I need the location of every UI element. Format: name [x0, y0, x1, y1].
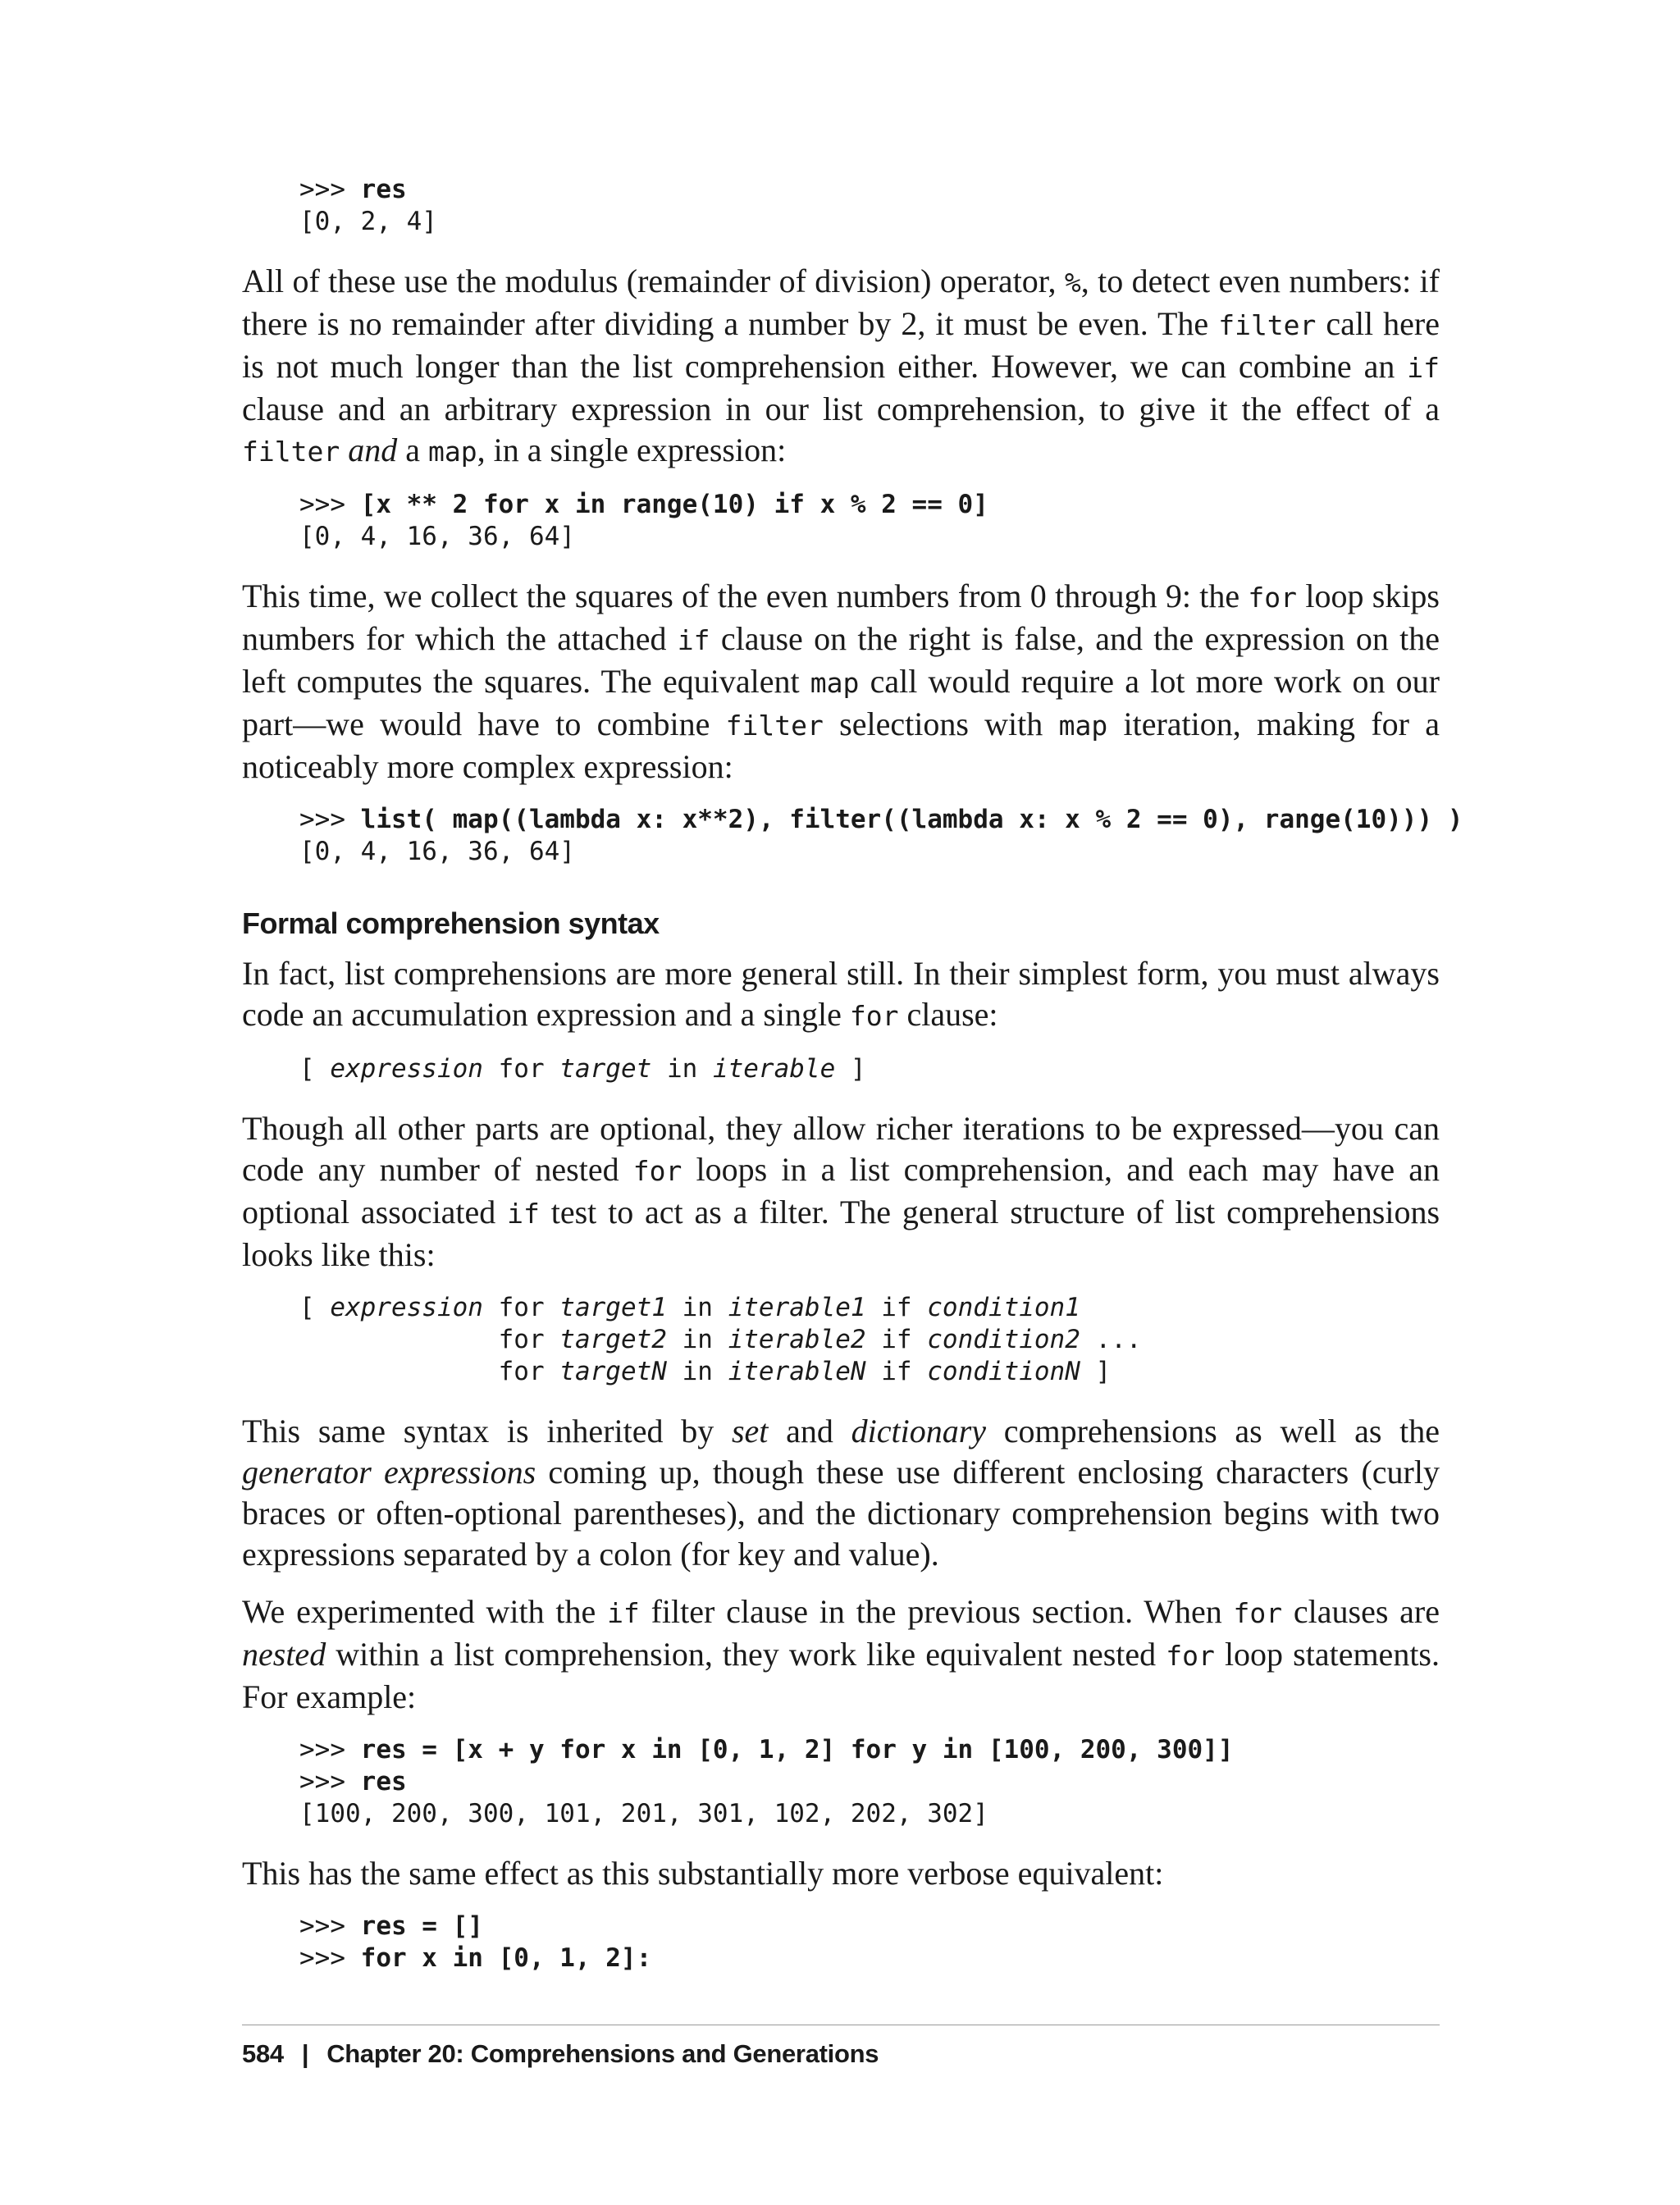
inline-code: for: [1166, 1640, 1215, 1672]
paragraph-nested-for: We experimented with the if filter clause in the previous section. When for clauses are nested within a list comprehension, they work like equivalent nested for loop statements. For example:: [242, 1593, 1440, 1715]
paragraph-verbose-equivalent: This has the same effect as this substantially more verbose equivalent:: [242, 1855, 1164, 1892]
code-prompt: >>>: [299, 1735, 361, 1764]
inline-code: filter: [242, 436, 340, 468]
code-input: for x in [0, 1, 2]:: [360, 1943, 652, 1973]
code-prompt: >>>: [299, 805, 361, 834]
code-input: res = []: [360, 1911, 483, 1941]
inline-code: %: [1064, 267, 1081, 299]
paragraph-set-dict-generator: This same syntax is inherited by set and dictionary comprehensions as well as the generator expressions coming up, though these use different enclosing characters (curly braces or often-optional parentheses), and the dictionary comprehension begins with two expressions separated by a colon (for key and value).: [242, 1413, 1440, 1573]
syntax-block-simple: [ expression for target in iterable ]: [299, 1054, 866, 1084]
code-output: [0, 2, 4]: [299, 207, 437, 236]
inline-code: for: [1248, 582, 1298, 614]
inline-code: for: [1233, 1597, 1283, 1629]
placeholder: target2: [559, 1325, 667, 1354]
code-block-res-output: [299, 174, 1440, 238]
placeholder: targetN: [559, 1357, 667, 1386]
emphasis: nested: [242, 1636, 326, 1673]
code-block-verbose: [299, 1911, 1440, 1974]
page-body: [242, 174, 1463, 1997]
paragraph-simplest-form: In fact, list comprehensions are more general still. In their simplest form, you must always code an accumulation expression and a single for clause:: [242, 955, 1440, 1033]
placeholder: condition1: [927, 1293, 1080, 1322]
code-output: [100, 200, 300, 101, 201, 301, 102, 202, 302]: [299, 1799, 988, 1828]
inline-code: if: [677, 624, 710, 656]
inline-code: if: [1407, 352, 1440, 384]
emphasis: dictionary: [851, 1413, 987, 1449]
paragraph-modulus: All of these use the modulus (remainder of division) operator, %, to detect even numbers: if there is no remainder after dividing a number by 2, it must be even. The filter call here is not much longer than the list comprehension either. However, we can combine an if clause and an arbitrary expression in our list comprehension, to give it the effect of a filter and a map, in a single expression:: [242, 262, 1440, 468]
inline-code: filter: [725, 710, 824, 742]
emphasis: and: [348, 431, 398, 468]
code-prompt: >>>: [299, 1943, 361, 1973]
placeholder: target: [559, 1054, 652, 1084]
section-heading: Formal comprehension syntax: [242, 906, 660, 940]
placeholder: conditionN: [927, 1357, 1080, 1386]
inline-code: filter: [1218, 309, 1317, 341]
code-prompt: >>>: [299, 1767, 361, 1796]
code-prompt: >>>: [299, 490, 361, 519]
code-block-nested: [299, 1734, 1440, 1830]
code-prompt: >>>: [299, 1911, 361, 1941]
placeholder: expression: [330, 1293, 483, 1322]
placeholder: iterable: [712, 1054, 836, 1084]
chapter-title: Chapter 20: Comprehensions and Generations: [326, 2039, 879, 2068]
emphasis: set: [731, 1413, 769, 1449]
code-block-squares: [299, 489, 1440, 553]
paragraph-squares-explanation: This time, we collect the squares of the even numbers from 0 through 9: the for loop skips numbers for which the attached if clause on the right is false, and the expression on the left computes the squares. The equivalent map call would require a lot more work on our part—we would have to combine filter selections with map iteration, making for a noticeably more complex expression:: [242, 578, 1440, 785]
code-input: list( map((lambda x: x**2), filter((lambda x: x % 2 == 0), range(10))) ): [360, 805, 1463, 834]
code-prompt: >>>: [299, 175, 361, 204]
inline-code: if: [607, 1597, 640, 1629]
code-input: res = [x + y for x in [0, 1, 2] for y in [100, 200, 300]]: [360, 1735, 1234, 1764]
code-block-map-filter: [299, 804, 1463, 868]
inline-code: map: [810, 667, 860, 699]
placeholder: expression: [330, 1054, 483, 1084]
code-input: [x ** 2 for x in range(10) if x % 2 == 0]: [360, 490, 988, 519]
footer-separator: |: [301, 2039, 309, 2068]
placeholder: iterableN: [728, 1357, 866, 1386]
placeholder: target1: [559, 1293, 667, 1322]
paragraph-nested-loops: Though all other parts are optional, they allow richer iterations to be expressed—you can code any number of nested for loops in a list comprehension, and each may have an optional associated if test to act as a filter. The general structure of list comprehensions looks like this:: [242, 1110, 1440, 1273]
page-number: 584: [242, 2039, 284, 2068]
placeholder: iterable1: [728, 1293, 866, 1322]
code-input: res: [360, 1767, 407, 1796]
inline-code: map: [427, 436, 477, 468]
inline-code: for: [632, 1155, 682, 1187]
page-footer: [242, 2038, 879, 2070]
placeholder: iterable2: [728, 1325, 866, 1354]
code-output: [0, 4, 16, 36, 64]: [299, 522, 575, 551]
syntax-block-general: [ expression for target1 in iterable1 if condition1 for target2 in iterable2 if condition2 ... for targetN in iterableN if conditionN ]: [299, 1293, 1142, 1386]
inline-code: for: [849, 1000, 899, 1032]
code-input: res: [360, 175, 407, 204]
inline-code: map: [1058, 710, 1108, 742]
emphasis: generator expressions: [242, 1454, 536, 1491]
code-output: [0, 4, 16, 36, 64]: [299, 837, 575, 866]
inline-code: if: [507, 1198, 540, 1230]
placeholder: condition2: [927, 1325, 1080, 1354]
